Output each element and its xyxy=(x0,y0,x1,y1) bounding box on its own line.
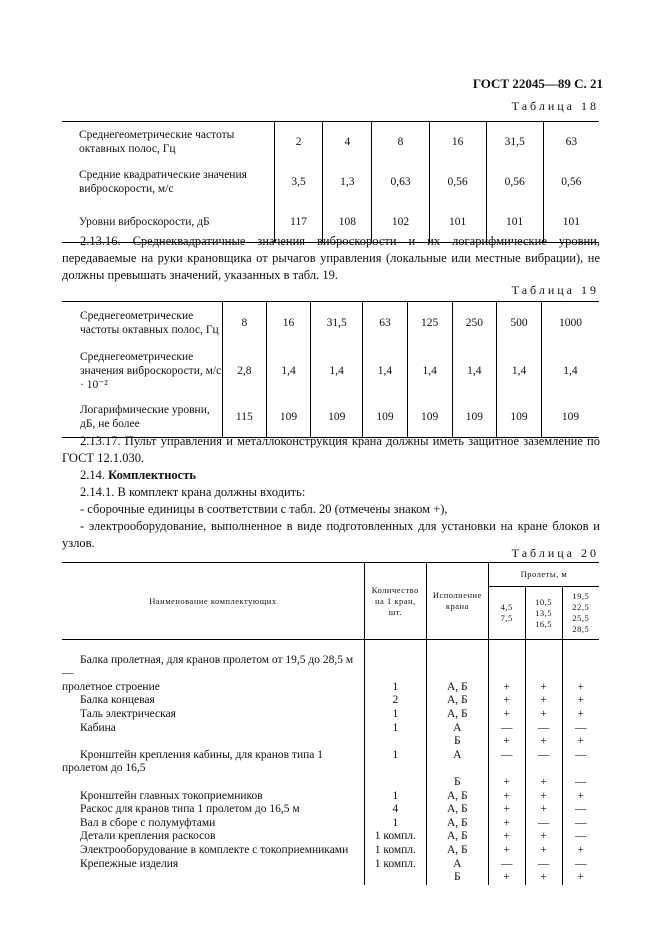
table-19-cell: 16 xyxy=(266,302,311,344)
table-20-item-span-mark: + xyxy=(488,871,525,885)
table-19-row xyxy=(62,344,599,398)
table-18-cell: 101 xyxy=(543,202,599,243)
table-19-row xyxy=(62,398,599,438)
paragraph-2-13-17: 2.13.17. Пульт управления и металлоконструкция крана должны иметь защитное заземление по ГОСТ 12.1.030. xyxy=(62,434,600,465)
table-20-item-name xyxy=(62,735,364,749)
table-20-item-span-mark: + xyxy=(488,694,525,708)
table-20-item-name: Детали крепления раскосов xyxy=(80,830,216,843)
table-19-row-label: Среднегеометрические частоты октавных полос, Гц xyxy=(80,309,219,336)
table-20-item-quantity: 1 компл. xyxy=(364,844,426,858)
table-18-cell: 16 xyxy=(429,122,486,163)
table-19-row-label: Логарифмические уровни, дБ, не более xyxy=(80,404,210,431)
table-20-item-span-mark: — xyxy=(525,722,562,736)
col-header-spans: Пролеты, м xyxy=(488,563,599,587)
table-20-item-name xyxy=(62,871,364,885)
table-20-item-span-mark xyxy=(525,654,562,681)
table-20-item-span-mark xyxy=(488,654,525,681)
table-19-cell: 2,8 xyxy=(223,344,267,398)
col-header-variant: Исполнение крана xyxy=(426,563,488,640)
table-19-caption: Таблица 19 xyxy=(511,283,599,297)
table-20-item-name: пролетное строение xyxy=(62,680,160,693)
table-19 xyxy=(62,301,599,438)
table-20-item-name: Кабина xyxy=(80,721,116,734)
table-20-item-quantity xyxy=(364,735,426,749)
table-20-item-span-mark: + xyxy=(525,871,562,885)
table-19-cell: 250 xyxy=(452,302,497,344)
table-19-cell: 109 xyxy=(363,398,408,438)
table-20-item-span-mark: + xyxy=(525,803,562,817)
table-20-row xyxy=(62,871,599,885)
table-19-cell: 500 xyxy=(497,302,542,344)
table-20-item-quantity: 1 xyxy=(364,722,426,736)
table-18-cell: 101 xyxy=(486,202,543,243)
table-19-cell: 125 xyxy=(407,302,452,344)
table-20-item-quantity: 1 компл. xyxy=(364,830,426,844)
table-19-cell: 1,4 xyxy=(363,344,408,398)
table-20-item-quantity: 1 xyxy=(364,817,426,831)
table-19-cell: 109 xyxy=(541,398,599,438)
table-18-row-label: Средние квадратические значения виброскорости, м/с xyxy=(79,169,247,195)
table-18-cell: 3,5 xyxy=(275,162,323,202)
table-20-item-span-mark: + xyxy=(488,817,525,831)
table-18-cell: 8 xyxy=(372,122,429,163)
table-20-row xyxy=(62,654,599,681)
table-20-item-span-mark: + xyxy=(525,844,562,858)
table-20-item-span-mark xyxy=(562,654,599,681)
table-20-item-span-mark: + xyxy=(488,735,525,749)
paragraph-2-14 xyxy=(62,467,600,484)
paragraph-2-14-title: Комплектность xyxy=(108,468,196,482)
paragraph-2-14-number: 2.14. xyxy=(80,468,105,482)
table-18-cell: 0,56 xyxy=(429,162,486,202)
col-header-name: Наименование комплектующих xyxy=(62,563,364,640)
table-20-item-name xyxy=(62,776,364,790)
table-18-cell: 31,5 xyxy=(486,122,543,163)
table-20-row xyxy=(62,858,599,872)
table-20-item-span-mark: — xyxy=(488,858,525,872)
table-20-item-variant: Б xyxy=(426,735,488,749)
table-20-item-span-mark: + xyxy=(488,803,525,817)
table-20-item-name: Балка пролетная, для кранов пролетом от 19,5 до 28,5 м — xyxy=(62,653,354,680)
table-20-row xyxy=(62,681,599,695)
table-20-item-span-mark: — xyxy=(562,803,599,817)
table-18-row xyxy=(62,162,599,202)
table-20-item-variant: А, Б xyxy=(426,694,488,708)
table-20-item-variant: Б xyxy=(426,871,488,885)
paragraph-2-13-16 xyxy=(62,233,600,284)
table-18-row xyxy=(62,122,599,163)
table-20-item-quantity: 1 xyxy=(364,681,426,695)
table-19-cell: 109 xyxy=(452,398,497,438)
table-20-item-span-mark: + xyxy=(562,735,599,749)
table-18-cell: 1,3 xyxy=(323,162,372,202)
table-20-item-span-mark: + xyxy=(525,694,562,708)
col-header-span-3: 19,5 22,5 25,5 28,5 xyxy=(562,587,599,640)
table-20-item-variant: А, Б xyxy=(426,803,488,817)
table-20-item-span-mark: + xyxy=(562,790,599,804)
table-18 xyxy=(62,121,599,243)
table-20-item-variant: Б xyxy=(426,776,488,790)
table-20-item-span-mark: — xyxy=(525,749,562,776)
table-18-cell: 102 xyxy=(372,202,429,243)
table-20-row xyxy=(62,844,599,858)
table-18-cell: 0,56 xyxy=(486,162,543,202)
table-20-item-span-mark: — xyxy=(488,749,525,776)
table-20-item-span-mark: + xyxy=(525,790,562,804)
table-19-cell: 115 xyxy=(223,398,267,438)
table-20-item-variant: А, Б xyxy=(426,817,488,831)
table-19-cell: 109 xyxy=(407,398,452,438)
table-20-item-span-mark: + xyxy=(488,790,525,804)
table-19-cell: 109 xyxy=(497,398,542,438)
col-header-span-1: 4,5 7,5 xyxy=(488,587,525,640)
table-20-item-span-mark: + xyxy=(488,708,525,722)
table-18-row-label: Уровни виброскорости, дБ xyxy=(79,216,210,228)
table-18-cell: 63 xyxy=(543,122,599,163)
table-20-item-span-mark: + xyxy=(525,776,562,790)
table-18-cell: 0,63 xyxy=(372,162,429,202)
table-18-cell: 0,56 xyxy=(543,162,599,202)
section-2-13-17-to-2-14-1 xyxy=(62,433,600,552)
table-19-cell: 1,4 xyxy=(311,344,363,398)
table-19-cell: 1000 xyxy=(541,302,599,344)
table-19-row xyxy=(62,302,599,344)
table-20-item-span-mark: — xyxy=(562,858,599,872)
table-20-item-quantity: 1 xyxy=(364,749,426,776)
table-20-item-variant xyxy=(426,654,488,681)
table-20-row xyxy=(62,776,599,790)
table-20-item-quantity xyxy=(364,654,426,681)
table-18-caption: Таблица 18 xyxy=(511,99,599,113)
table-20-item-quantity xyxy=(364,776,426,790)
table-20-item-span-mark: — xyxy=(562,830,599,844)
table-20-item-span-mark: + xyxy=(562,871,599,885)
table-20-item-span-mark: + xyxy=(488,776,525,790)
table-20-item-quantity: 1 xyxy=(364,790,426,804)
table-19-cell: 1,4 xyxy=(266,344,311,398)
table-20-item-span-mark: + xyxy=(525,830,562,844)
table-20-item-span-mark: — xyxy=(562,776,599,790)
col-header-quantity: Количество на 1 кран, шт. xyxy=(364,563,426,640)
table-20-item-span-mark: — xyxy=(562,817,599,831)
table-19-cell: 1,4 xyxy=(452,344,497,398)
table-20-row xyxy=(62,817,599,831)
table-19-cell: 8 xyxy=(223,302,267,344)
table-20-item-span-mark: + xyxy=(525,708,562,722)
table-20-item-span-mark: — xyxy=(488,722,525,736)
table-20-item-name: Электрооборудование в комплекте с токоприемниками xyxy=(80,843,349,856)
table-20-item-name: Кронштейн главных токоприемников xyxy=(80,789,263,802)
table-20-item-span-mark: — xyxy=(562,749,599,776)
table-20-row xyxy=(62,735,599,749)
table-20-row xyxy=(62,830,599,844)
table-20-item-variant: А xyxy=(426,858,488,872)
table-18-cell: 117 xyxy=(275,202,323,243)
table-20-item-name: Балка концевая xyxy=(80,694,155,707)
table-18-cell: 108 xyxy=(323,202,372,243)
table-20-item-name: Раскос для кранов типа 1 пролетом до 16,5 м xyxy=(80,803,300,816)
table-20-item-quantity: 1 xyxy=(364,708,426,722)
table-20-caption: Таблица 20 xyxy=(511,546,599,560)
table-20-item-span-mark: + xyxy=(562,681,599,695)
table-20-item-variant: А, Б xyxy=(426,681,488,695)
table-20-item-span-mark: — xyxy=(525,858,562,872)
paragraph-2-14-1: 2.14.1. В комплект крана должны входить: xyxy=(80,485,306,499)
table-18-row-label: Среднегеометрические частоты октавных полос, Гц xyxy=(79,129,235,155)
table-19-cell: 1,4 xyxy=(541,344,599,398)
table-20-item-name: Вал в сборе с полумуфтами xyxy=(80,816,216,829)
table-19-cell: 1,4 xyxy=(497,344,542,398)
table-19-cell: 1,4 xyxy=(407,344,452,398)
table-20-row xyxy=(62,722,599,736)
table-18-cell: 4 xyxy=(323,122,372,163)
col-header-span-2: 10,5 13,5 16,5 xyxy=(525,587,562,640)
table-20-item-span-mark: — xyxy=(525,817,562,831)
table-20-row xyxy=(62,790,599,804)
table-20-row xyxy=(62,803,599,817)
table-20-item-span-mark: + xyxy=(488,830,525,844)
table-20-item-variant: А, Б xyxy=(426,790,488,804)
table-20-item-span-mark: + xyxy=(525,681,562,695)
table-20-item-variant: А xyxy=(426,749,488,776)
table-20 xyxy=(62,562,599,885)
table-20-item-quantity: 4 xyxy=(364,803,426,817)
table-20-item-name: Кронштейн крепления кабины, для кранов типа 1 пролетом до 16,5 xyxy=(62,748,324,775)
table-20-item-quantity: 1 компл. xyxy=(364,858,426,872)
table-20-item-name: Крепежные изделия xyxy=(80,857,179,870)
table-20-item-quantity xyxy=(364,871,426,885)
table-20-row xyxy=(62,749,599,776)
table-20-item-name: Таль электрическая xyxy=(80,707,176,720)
bullet-assembly-units: - сборочные единицы в соответствии с табл. 20 (отмечены знаком +), xyxy=(80,502,448,516)
table-18-cell: 2 xyxy=(275,122,323,163)
table-20-item-span-mark: + xyxy=(562,694,599,708)
table-20-row xyxy=(62,694,599,708)
page-header: ГОСТ 22045—89 С. 21 xyxy=(472,76,603,91)
table-20-row xyxy=(62,708,599,722)
table-20-item-span-mark: + xyxy=(488,844,525,858)
table-20-item-variant: А, Б xyxy=(426,708,488,722)
table-19-cell: 31,5 xyxy=(311,302,363,344)
table-20-item-variant: А xyxy=(426,722,488,736)
table-19-cell: 109 xyxy=(311,398,363,438)
table-20-item-span-mark: — xyxy=(562,722,599,736)
table-20-item-span-mark: + xyxy=(562,844,599,858)
table-20-item-span-mark: + xyxy=(562,708,599,722)
table-19-cell: 109 xyxy=(266,398,311,438)
bullet-electrical-equipment: - электрооборудование, выполненное в виде подготовленных для установки на кране блоков и узлов. xyxy=(62,519,600,550)
table-20-item-quantity: 2 xyxy=(364,694,426,708)
paragraph-2-13-16-text: 2.13.16. Среднеквадратичные значения виброскорости и их логарифмические уровни, передаваемые на руки крановщика от рычагов управления (локальные или местные вибрации), не должны превышать значений, указанных в табл. 19. xyxy=(62,234,600,282)
table-18-cell: 101 xyxy=(429,202,486,243)
table-19-cell: 63 xyxy=(363,302,408,344)
table-20-item-span-mark: + xyxy=(488,681,525,695)
table-20-item-span-mark: + xyxy=(525,735,562,749)
table-20-item-variant: А, Б xyxy=(426,830,488,844)
table-19-row-label: Среднегеометрические значения виброскорости, м/с · 10⁻² xyxy=(80,350,222,391)
table-20-item-variant: А, Б xyxy=(426,844,488,858)
